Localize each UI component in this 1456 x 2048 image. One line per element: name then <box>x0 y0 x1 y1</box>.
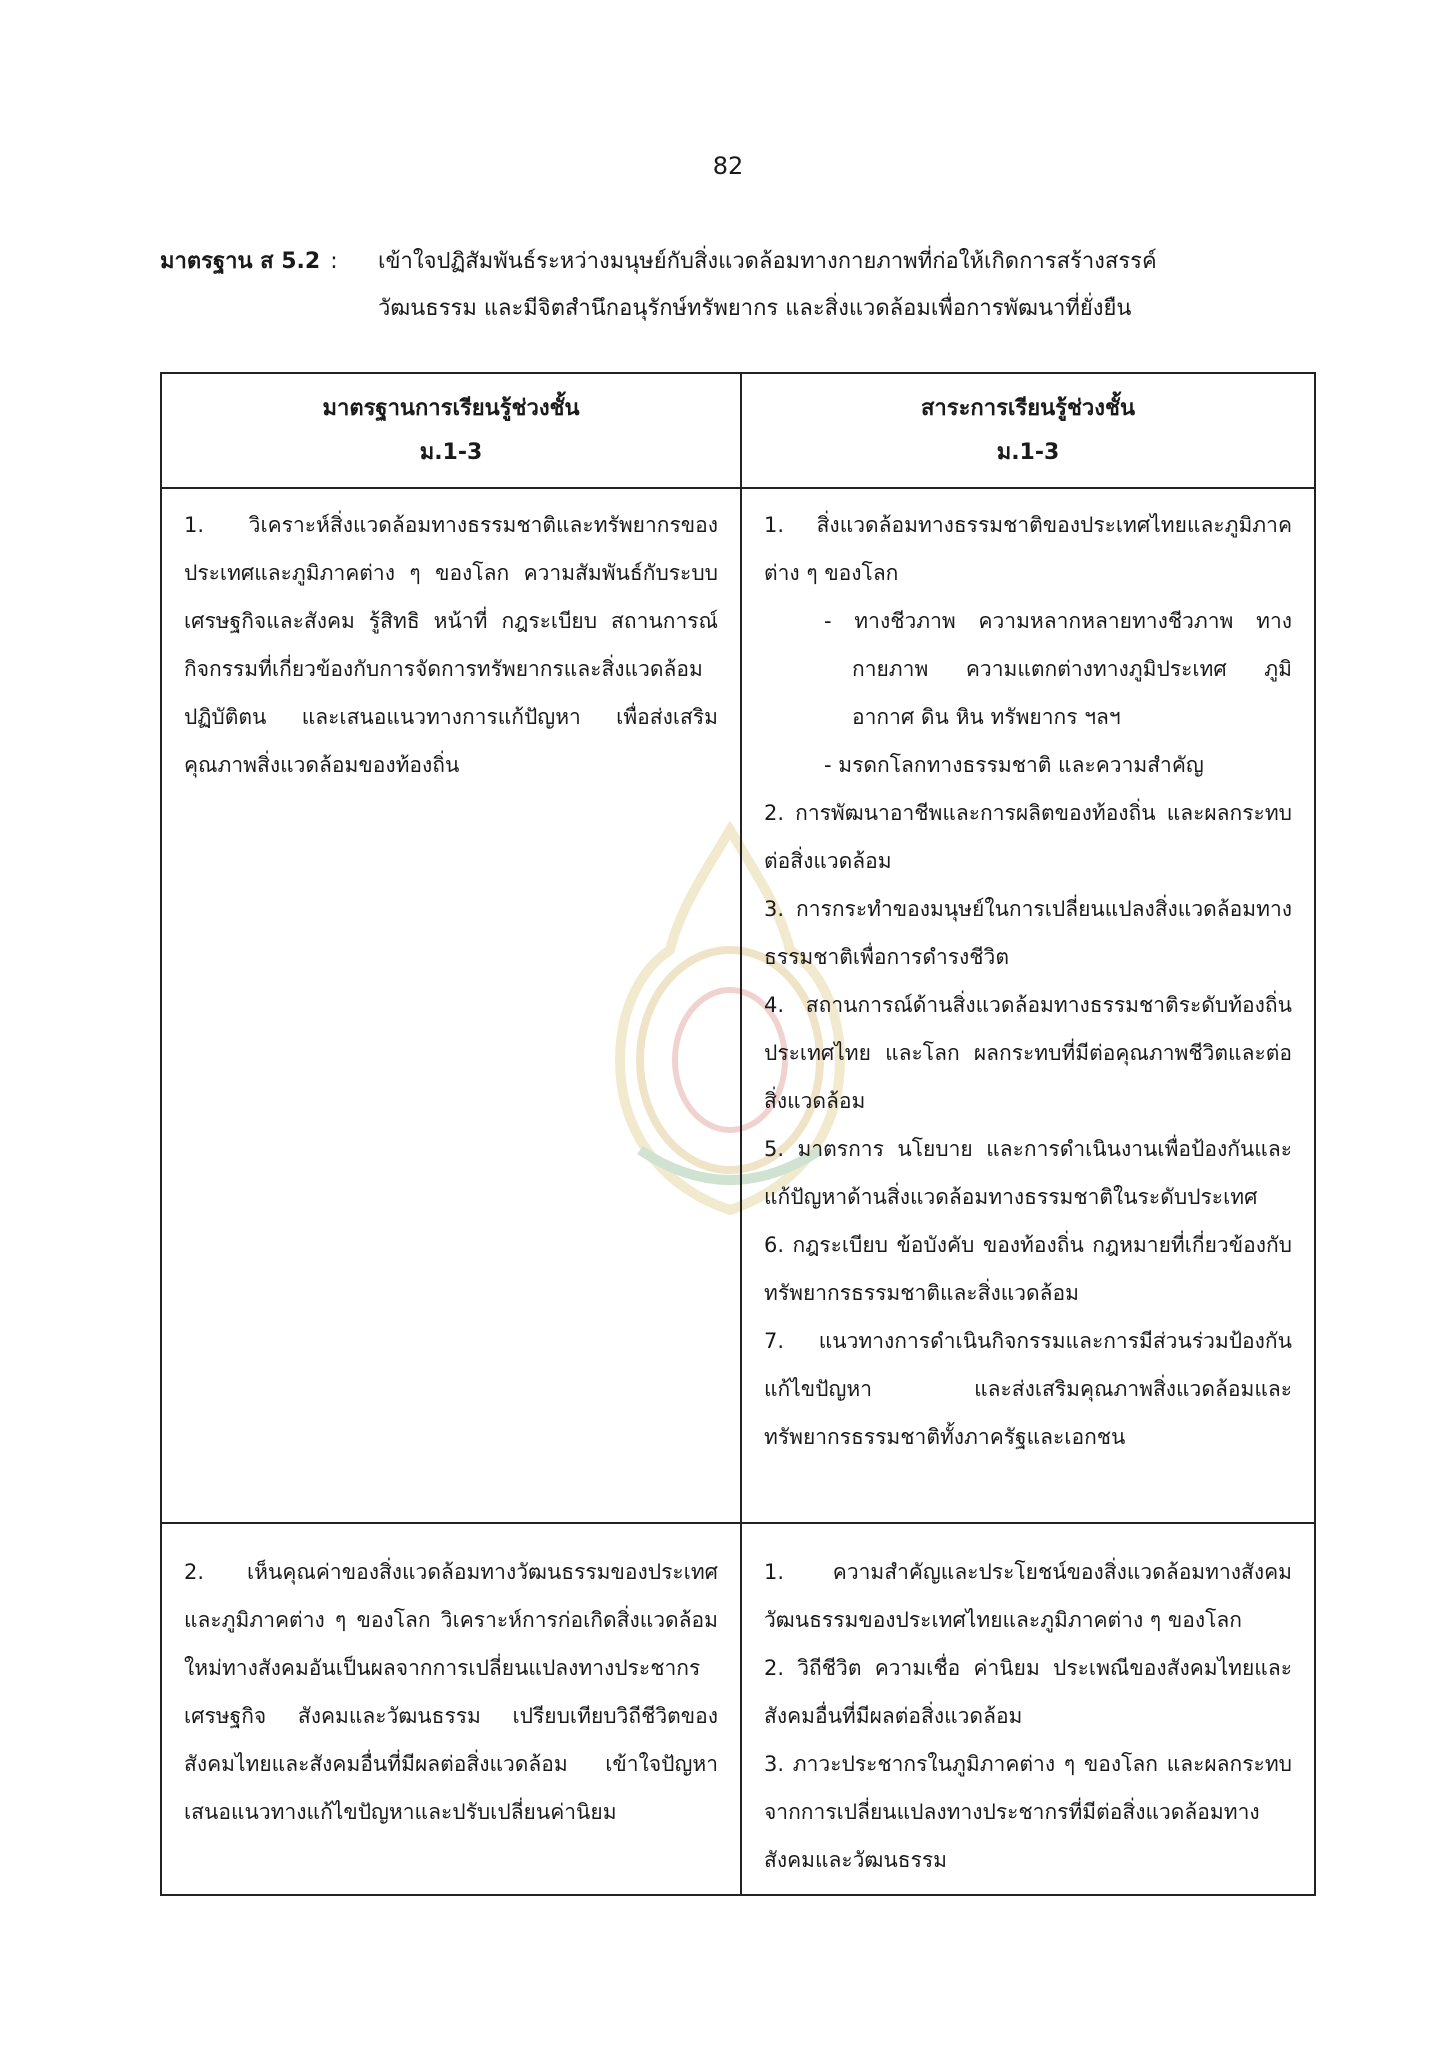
content-item: 4. สถานการณ์ด้านสิ่งแวดล้อมทางธรรมชาติระดับท้องถิ่น ประเทศไทย และโลก ผลกระทบที่มีต่อคุณภาพชีวิตและต่อสิ่งแวดล้อม <box>764 993 1292 1113</box>
header-line-1: มาตรฐานการเรียนรู้ช่วงชั้น <box>322 395 580 421</box>
content-item: 5. มาตรการ นโยบาย และการดำเนินงานเพื่อป้องกันและแก้ปัญหาด้านสิ่งแวดล้อมทางธรรมชาติในระดับประเทศ <box>764 1137 1292 1209</box>
table-cell-content <box>741 1523 1315 1895</box>
standard-description <box>378 238 1328 332</box>
table-cell-content <box>741 488 1315 1523</box>
header-learning-content <box>741 373 1315 488</box>
content-item: 3. ภาวะประชากรในภูมิภาคต่าง ๆ ของโลก และผลกระทบจากการเปลี่ยนแปลงทางประชากรที่มีต่อสิ่งแวดล้อมทางสังคมและวัฒนธรรม <box>764 1752 1292 1872</box>
content-item: 1. สิ่งแวดล้อมทางธรรมชาติของประเทศไทยและภูมิภาคต่าง ๆ ของโลก <box>764 513 1292 585</box>
header-line-2: ม.1-3 <box>419 439 483 465</box>
content-item: 6. กฎระเบียบ ข้อบังคับ ของท้องถิ่น กฎหมายที่เกี่ยวข้องกับทรัพยากรธรรมชาติและสิ่งแวดล้อม <box>764 1233 1292 1305</box>
content-item: 2. วิถีชีวิต ความเชื่อ ค่านิยม ประเพณีของสังคมไทยและสังคมอื่นที่มีผลต่อสิ่งแวดล้อม <box>764 1656 1292 1728</box>
standard-label: มาตรฐาน ส 5.2 <box>160 249 321 274</box>
content-item: 3. การกระทำของมนุษย์ในการเปลี่ยนแปลงสิ่งแวดล้อมทางธรรมชาติเพื่อการดำรงชีวิต <box>764 897 1292 969</box>
standard-line-1: เข้าใจปฏิสัมพันธ์ระหว่างมนุษย์กับสิ่งแวดล้อมทางกายภาพที่ก่อให้เกิดการสร้างสรรค์ <box>378 249 1157 274</box>
table-header-row <box>161 373 1315 488</box>
curriculum-table <box>160 372 1316 1896</box>
standard-text: 1. วิเคราะห์สิ่งแวดล้อมทางธรรมชาติและทรัพยากรของประเทศและภูมิภาคต่าง ๆ ของโลก ความสัมพันธ์กับระบบเศรษฐกิจและสังคม รู้สิทธิ หน้าที่ กฎระเบียบ สถานการณ์ กิจกรรมที่เกี่ยวข้องกับการจัดการทรัพยากรและสิ่งแวดล้อมปฏิบัติตน และเสนอแนวทางการแก้ปัญหา เพื่อส่งเสริมคุณภาพสิ่งแวดล้อมของท้องถิ่น <box>184 513 718 777</box>
header-line-2: ม.1-3 <box>996 439 1060 465</box>
standard-colon: : <box>330 249 338 274</box>
table-cell-standard <box>161 1523 741 1895</box>
page-number: 82 <box>712 152 744 180</box>
content-item: 1. ความสำคัญและประโยชน์ของสิ่งแวดล้อมทางสังคมวัฒนธรรมของประเทศไทยและภูมิภาคต่าง ๆ ของโลก <box>764 1560 1292 1632</box>
content-subitem: - มรดกโลกทางธรรมชาติ และความสำคัญ <box>824 753 1204 777</box>
header-learning-standards <box>161 373 741 488</box>
table-row <box>161 1523 1315 1895</box>
content-subitem: - ทางชีวภาพ ความหลากหลายทางชีวภาพ ทางกายภาพ ความแตกต่างทางภูมิประเทศ ภูมิอากาศ ดิน หิน ทรัพยากร ฯลฯ <box>824 609 1292 729</box>
content-item: 2. การพัฒนาอาชีพและการผลิตของท้องถิ่น และผลกระทบต่อสิ่งแวดล้อม <box>764 801 1292 873</box>
table-row <box>161 488 1315 1523</box>
standard-text: 2. เห็นคุณค่าของสิ่งแวดล้อมทางวัฒนธรรมของประเทศและภูมิภาคต่าง ๆ ของโลก วิเคราะห์การก่อเกิดสิ่งแวดล้อมใหม่ทางสังคมอันเป็นผลจากการเปลี่ยนแปลงทางประชากร เศรษฐกิจ สังคมและวัฒนธรรม เปรียบเทียบวิถีชีวิตของสังคมไทยและสังคมอื่นที่มีผลต่อสิ่งแวดล้อม เข้าใจปัญหา เสนอแนวทางแก้ไขปัญหาและปรับเปลี่ยนค่านิยม <box>184 1560 718 1824</box>
header-line-1: สาระการเรียนรู้ช่วงชั้น <box>921 395 1135 421</box>
standard-heading <box>160 238 1320 321</box>
standard-line-2: วัฒนธรรม และมีจิตสำนึกอนุรักษ์ทรัพยากร และสิ่งแวดล้อมเพื่อการพัฒนาที่ยั่งยืน <box>378 296 1132 321</box>
content-item: 7. แนวทางการดำเนินกิจกรรมและการมีส่วนร่วมป้องกันแก้ไขปัญหา และส่งเสริมคุณภาพสิ่งแวดล้อมและทรัพยากรธรรมชาติทั้งภาครัฐและเอกชน <box>764 1329 1292 1449</box>
table-cell-standard <box>161 488 741 1523</box>
